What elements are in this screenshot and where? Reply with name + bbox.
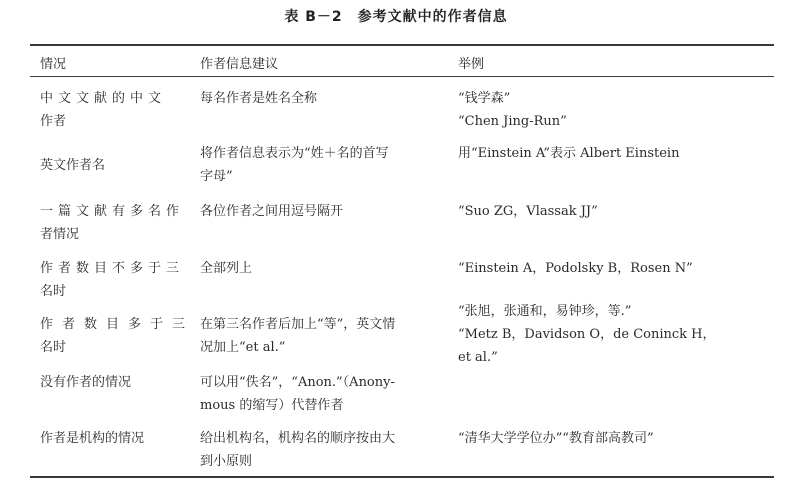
row-1-situation-line-1: 中文文献的中文 [40,91,167,106]
row-4-suggestion [200,257,450,280]
row-6-suggestion-line-1: 可以用“佚名”，“Anon.”（Anony- [200,375,395,390]
row-4-situation-line-2: 名时 [40,284,67,299]
row-5-example-line-3: et al.” [458,350,498,365]
row-1-situation [40,87,190,133]
row-1-example [458,87,778,133]
row-4-situation [40,257,190,303]
table-top-rule [30,44,774,46]
row-2-example-line-1: 用“Einstein A”表示 Albert Einstein [458,146,680,161]
row-5-situation-line-2: 名时 [40,340,67,355]
row-5-example-line-2: “Metz B，Davidson O，de Coninck H， [458,327,716,342]
row-4-suggestion-line-1: 全部列上 [200,261,253,276]
row-1-suggestion-line-1: 每名作者是姓名全称 [200,91,318,106]
table-header-rule [30,76,774,77]
row-1-example-line-2: “Chen Jing-Run” [458,114,567,129]
row-5-situation [40,313,195,359]
row-6-suggestion [200,371,450,417]
row-6-suggestion-line-2: mous 的缩写）代替作者 [200,398,344,413]
table-bottom-rule [30,476,774,478]
row-3-suggestion [200,200,450,223]
row-5-suggestion [200,313,450,359]
row-6-situation [40,371,190,394]
row-1-example-line-1: “钱学森” [458,91,511,106]
row-4-example [458,257,778,280]
header-suggestion: 作者信息建议 [200,57,279,72]
row-6-situation-line-1: 没有作者的情况 [40,375,132,390]
row-5-example-line-1: “张旭，张通和，易钟珍，等.” [458,304,632,319]
row-3-situation-line-2: 者情况 [40,227,80,242]
row-7-example-line-1: “清华大学学位办”“教育部高教司” [458,431,654,446]
row-7-situation [40,427,190,450]
row-3-situation-line-1: 一篇文献有多名作 [40,204,185,219]
row-2-situation [40,154,190,177]
row-7-suggestion [200,427,450,473]
row-5-situation-line-1: 作者数目多于三 [40,317,195,332]
row-4-example-line-1: “Einstein A，Podolsky B，Rosen N” [458,261,693,276]
row-1-suggestion [200,87,450,110]
row-2-situation-line-1: 英文作者名 [40,158,106,173]
row-2-example [458,142,778,165]
row-3-situation [40,200,190,246]
row-4-situation-line-1: 作者数目不多于三 [40,261,185,276]
row-2-suggestion [200,142,450,188]
row-5-suggestion-line-1: 在第三名作者后加上“等”，英文情 [200,317,396,332]
header-example: 举例 [458,57,485,72]
row-3-example [458,200,778,223]
row-7-suggestion-line-1: 给出机构名，机构名的顺序按由大 [200,431,396,446]
row-7-suggestion-line-2: 到小原则 [200,454,253,469]
row-2-suggestion-line-2: 字母” [200,169,233,184]
row-7-situation-line-1: 作者是机构的情况 [40,431,145,446]
row-3-suggestion-line-1: 各位作者之间用逗号隔开 [200,204,344,219]
header-situation: 情况 [40,57,67,72]
row-5-suggestion-line-2: 况加上“et al.” [200,340,286,355]
row-2-suggestion-line-1: 将作者信息表示为“姓＋名的首写 [200,146,389,161]
row-3-example-line-1: “Suo ZG，Vlassak JJ” [458,204,598,219]
row-1-situation-line-2: 作者 [40,114,67,129]
row-5-example [458,300,778,369]
table-caption: 表 B－2 参考文献中的作者信息 [284,9,508,25]
row-7-example [458,427,778,450]
